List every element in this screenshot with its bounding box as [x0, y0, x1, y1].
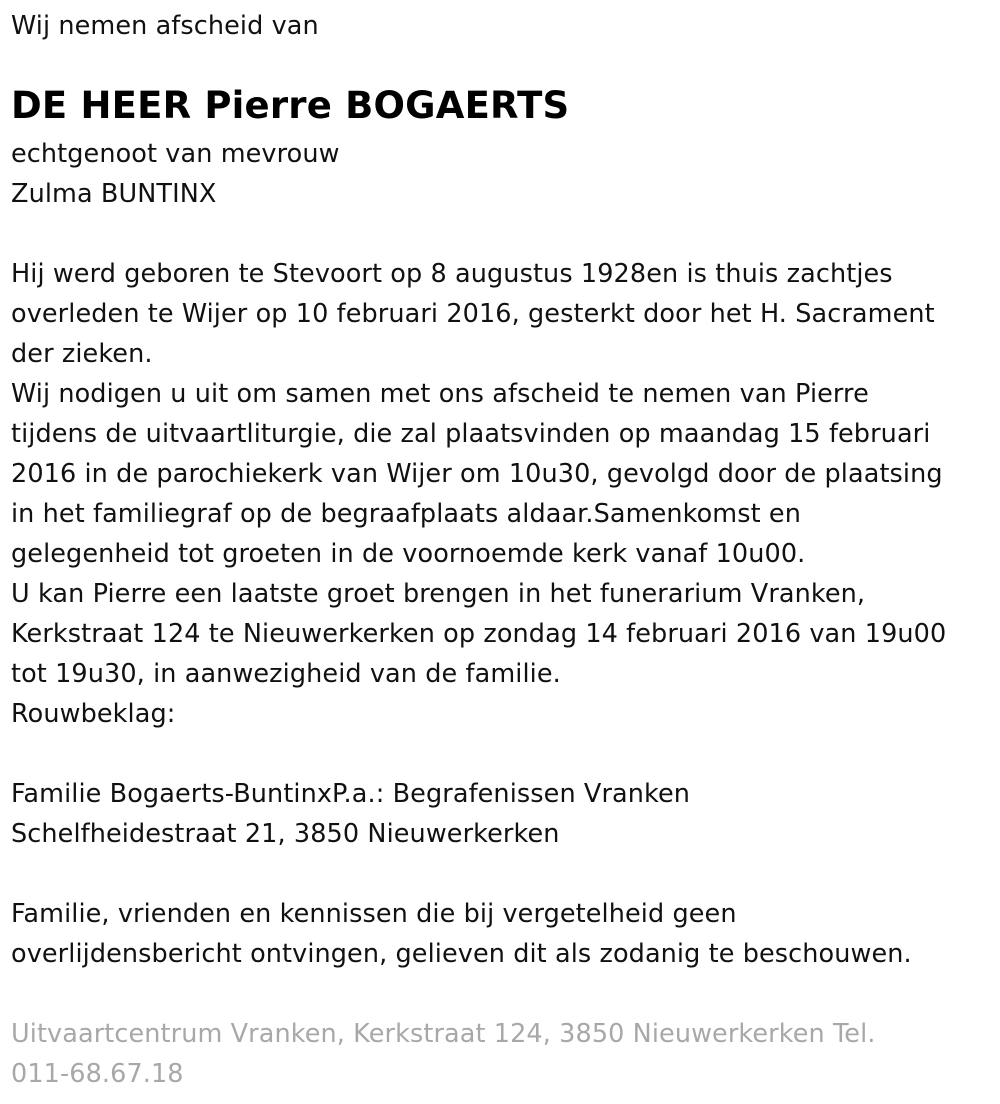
spouse-line-1: echtgenoot van mevrouw — [11, 139, 340, 169]
obituary-body — [11, 254, 986, 734]
notice-text — [11, 894, 986, 974]
contact-address — [11, 774, 690, 854]
funeral-home-footer — [11, 1014, 986, 1094]
intro-text: Wij nemen afscheid van — [11, 11, 319, 41]
notice-line-1: Familie, vrienden en kennissen die bij vergetelheid geen — [11, 899, 737, 929]
body-line: in het familiegraf op de begraafplaats aldaar.Samenkomst en — [11, 499, 801, 529]
address-line-1: Familie Bogaerts-BuntinxP.a.: Begrafenissen Vranken — [11, 779, 691, 809]
body-line: Rouwbeklag: — [11, 699, 176, 729]
body-line: 2016 in de parochiekerk van Wijer om 10u30, gevolgd door de plaatsing — [11, 459, 943, 489]
body-line: der zieken. — [11, 339, 153, 369]
body-line: U kan Pierre een laatste groet brengen in het funerarium Vranken, — [11, 579, 866, 609]
notice-line-2: overlijdensbericht ontvingen, gelieven dit als zodanig te beschouwen. — [11, 939, 912, 969]
spouse-block — [11, 134, 340, 214]
body-line: Wij nodigen u uit om samen met ons afscheid te nemen van Pierre — [11, 379, 869, 409]
deceased-name: DE HEER Pierre BOGAERTS — [11, 84, 570, 127]
body-line: tijdens de uitvaartliturgie, die zal plaatsvinden op maandag 15 februari — [11, 419, 931, 449]
footer-line-2: 011-68.67.18 — [11, 1059, 184, 1089]
body-line: tot 19u30, in aanwezigheid van de familie. — [11, 659, 561, 689]
body-line: Hij werd geboren te Stevoort op 8 augustus 1928en is thuis zachtjes — [11, 259, 893, 289]
address-line-2: Schelfheidestraat 21, 3850 Nieuwerkerken — [11, 819, 560, 849]
footer-line-1: Uitvaartcentrum Vranken, Kerkstraat 124, 3850 Nieuwerkerken Tel. — [11, 1019, 876, 1049]
body-line: gelegenheid tot groeten in de voornoemde kerk vanaf 10u00. — [11, 539, 806, 569]
spouse-line-2: Zulma BUNTINX — [11, 179, 217, 209]
body-line: Kerkstraat 124 te Nieuwerkerken op zondag 14 februari 2016 van 19u00 — [11, 619, 947, 649]
body-line: overleden te Wijer op 10 februari 2016, gesterkt door het H. Sacrament — [11, 299, 935, 329]
